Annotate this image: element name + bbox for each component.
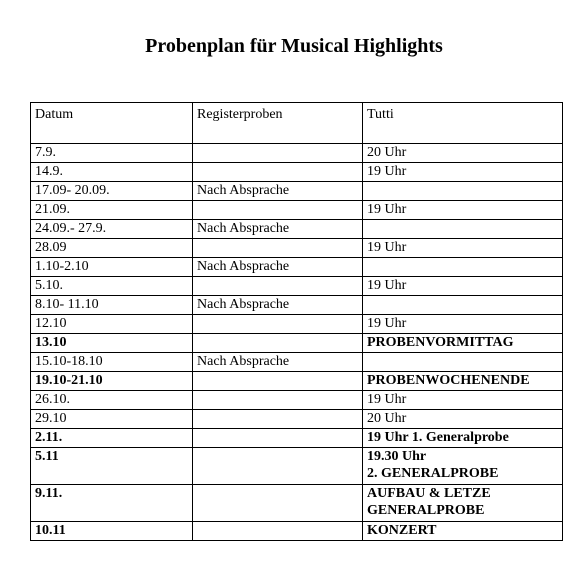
cell-tutti	[363, 372, 563, 391]
cell-datum: 28.09	[31, 239, 193, 258]
cell-tutti	[363, 239, 563, 258]
cell-tutti-line: 19 Uhr	[367, 392, 407, 407]
header-datum: Datum	[31, 103, 193, 144]
cell-datum: 21.09.	[31, 201, 193, 220]
cell-tutti-line-2: 2. GENERALPROBE	[367, 466, 499, 481]
table-row	[31, 220, 563, 239]
cell-registerproben	[193, 410, 363, 429]
cell-tutti	[363, 296, 563, 315]
cell-tutti	[363, 163, 563, 182]
table-row	[31, 448, 563, 485]
cell-datum: 5.11	[31, 448, 193, 485]
table-row	[31, 277, 563, 296]
table-row	[31, 258, 563, 277]
cell-tutti	[363, 391, 563, 410]
cell-datum: 12.10	[31, 315, 193, 334]
cell-datum: 29.10	[31, 410, 193, 429]
cell-datum: 17.09- 20.09.	[31, 182, 193, 201]
cell-tutti-line: 20 Uhr	[367, 411, 407, 426]
cell-registerproben	[193, 448, 363, 485]
cell-registerproben	[193, 163, 363, 182]
cell-datum: 13.10	[31, 334, 193, 353]
cell-datum: 8.10- 11.10	[31, 296, 193, 315]
cell-datum: 5.10.	[31, 277, 193, 296]
cell-registerproben	[193, 372, 363, 391]
table-row	[31, 429, 563, 448]
cell-tutti-line: PROBENWOCHENENDE	[367, 373, 530, 388]
cell-datum: 1.10-2.10	[31, 258, 193, 277]
cell-tutti-line: 19 Uhr	[367, 202, 407, 217]
cell-tutti	[363, 277, 563, 296]
cell-datum: 2.11.	[31, 429, 193, 448]
cell-registerproben	[193, 201, 363, 220]
cell-tutti-line: KONZERT	[367, 523, 437, 538]
cell-datum: 7.9.	[31, 144, 193, 163]
table-row	[31, 239, 563, 258]
cell-registerproben: Nach Absprache	[193, 182, 363, 201]
cell-registerproben: Nach Absprache	[193, 258, 363, 277]
cell-tutti-line: 19 Uhr 1. Generalprobe	[367, 430, 509, 445]
table-row	[31, 522, 563, 541]
cell-tutti-line: AUFBAU & LETZE	[367, 486, 491, 501]
cell-registerproben	[193, 144, 363, 163]
header-registerproben: Registerproben	[193, 103, 363, 144]
table-row	[31, 315, 563, 334]
header-tutti: Tutti	[363, 103, 563, 144]
cell-registerproben	[193, 315, 363, 334]
cell-tutti	[363, 429, 563, 448]
cell-registerproben	[193, 522, 363, 541]
cell-tutti-line: 19.30 Uhr	[367, 449, 427, 464]
cell-tutti	[363, 201, 563, 220]
rehearsal-schedule-table	[30, 102, 563, 541]
cell-tutti-line: 19 Uhr	[367, 240, 407, 255]
cell-tutti	[363, 258, 563, 277]
cell-tutti-line: PROBENVORMITTAG	[367, 335, 514, 350]
cell-tutti	[363, 220, 563, 239]
table-row	[31, 201, 563, 220]
cell-registerproben: Nach Absprache	[193, 353, 363, 372]
cell-datum: 9.11.	[31, 485, 193, 522]
cell-tutti	[363, 144, 563, 163]
cell-tutti-line: 19 Uhr	[367, 316, 407, 331]
table-row	[31, 372, 563, 391]
cell-registerproben: Nach Absprache	[193, 296, 363, 315]
table-row	[31, 182, 563, 201]
cell-tutti-line: 19 Uhr	[367, 164, 407, 179]
table-header-row	[31, 103, 563, 144]
cell-tutti	[363, 182, 563, 201]
cell-registerproben	[193, 485, 363, 522]
cell-datum: 15.10-18.10	[31, 353, 193, 372]
cell-datum: 24.09.- 27.9.	[31, 220, 193, 239]
cell-tutti	[363, 485, 563, 522]
document-title: Probenplan für Musical Highlights	[145, 35, 443, 57]
cell-tutti	[363, 334, 563, 353]
table-row	[31, 144, 563, 163]
cell-datum: 26.10.	[31, 391, 193, 410]
cell-tutti	[363, 315, 563, 334]
table-row	[31, 485, 563, 522]
cell-tutti	[363, 353, 563, 372]
table-row	[31, 334, 563, 353]
cell-datum: 19.10-21.10	[31, 372, 193, 391]
cell-tutti	[363, 448, 563, 485]
cell-registerproben	[193, 429, 363, 448]
table-row	[31, 391, 563, 410]
table-row	[31, 296, 563, 315]
cell-registerproben	[193, 334, 363, 353]
table-row	[31, 353, 563, 372]
cell-tutti-line: 19 Uhr	[367, 278, 407, 293]
cell-registerproben	[193, 239, 363, 258]
cell-tutti	[363, 410, 563, 429]
cell-registerproben	[193, 277, 363, 296]
cell-datum: 14.9.	[31, 163, 193, 182]
cell-registerproben: Nach Absprache	[193, 220, 363, 239]
cell-tutti-line: 20 Uhr	[367, 145, 407, 160]
cell-datum: 10.11	[31, 522, 193, 541]
table-row	[31, 410, 563, 429]
cell-tutti	[363, 522, 563, 541]
table-row	[31, 163, 563, 182]
cell-tutti-line-2: GENERALPROBE	[367, 503, 485, 518]
cell-registerproben	[193, 391, 363, 410]
